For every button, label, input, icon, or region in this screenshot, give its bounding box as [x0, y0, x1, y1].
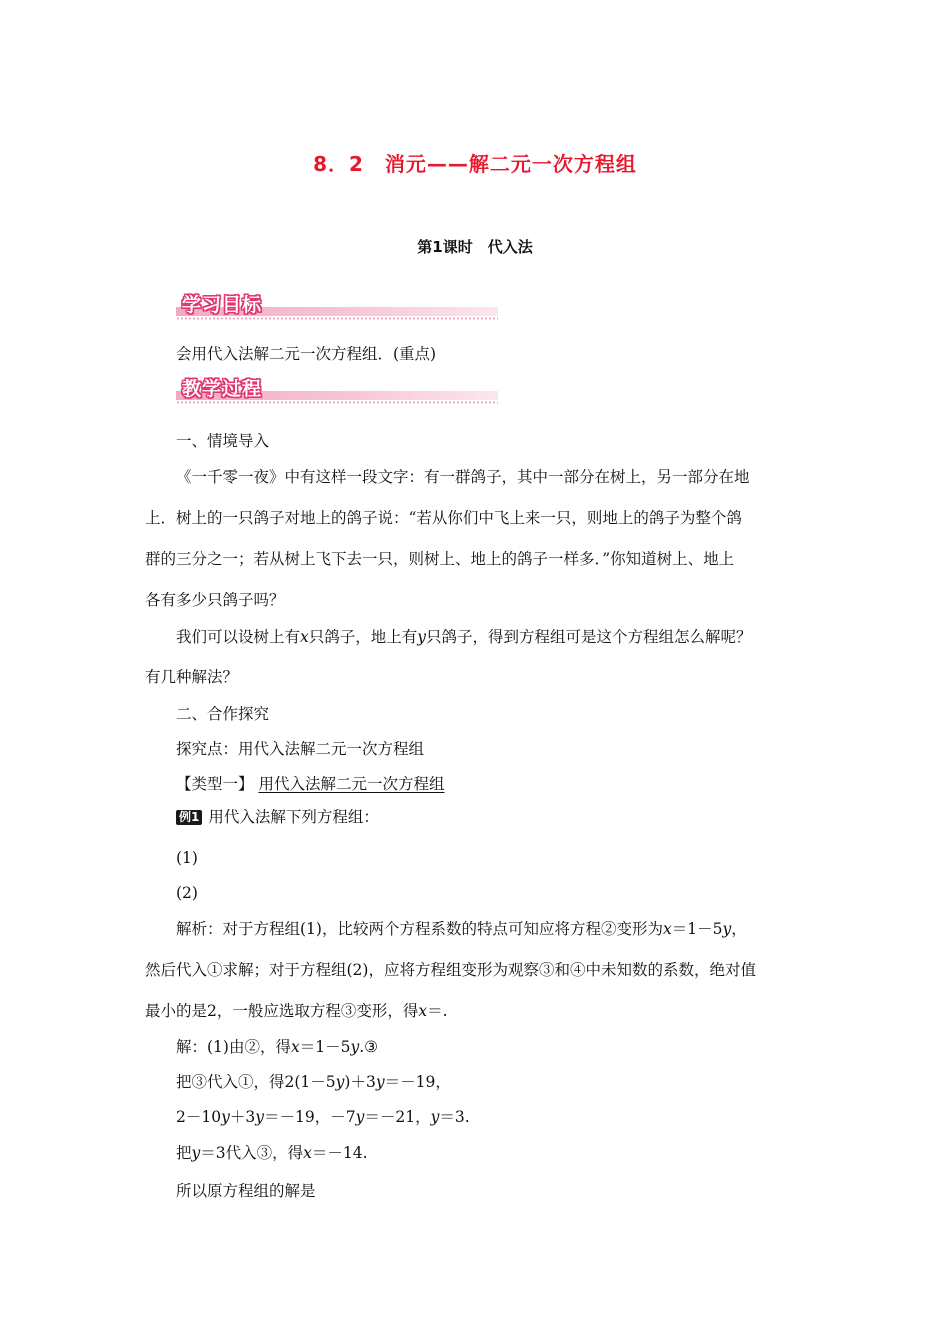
- banner-label: 教学过程: [182, 378, 263, 400]
- exploration-point: 探究点：用代入法解二元一次方程组: [176, 740, 425, 758]
- text-span: ＝.: [427, 1002, 448, 1020]
- paragraph-line: 各有多少只鸽子吗？: [145, 591, 285, 609]
- variable-y: y: [355, 1108, 365, 1126]
- variable-y: y: [221, 1108, 230, 1126]
- goal-text: 会用代入法解二元一次方程组．(重点): [176, 345, 437, 363]
- analysis-line: [176, 919, 747, 939]
- text-span: 我们可以设树上有: [176, 628, 301, 646]
- text-span: ＝3.: [439, 1108, 470, 1126]
- example-badge: 例1: [176, 810, 202, 825]
- solution-line: [176, 1107, 470, 1127]
- variable-y: y: [335, 1073, 345, 1091]
- text-span: 只鸽子，地上有: [308, 628, 418, 646]
- text-span: ＝3代入③，得: [200, 1144, 304, 1162]
- solution-line: [176, 1037, 378, 1057]
- text-span: )＋3: [344, 1073, 376, 1091]
- variable-y: y: [430, 1108, 440, 1126]
- type-title: 用代入法解二元一次方程组: [258, 775, 445, 793]
- text-span: 解析：对于方程组(1)，比较两个方程系数的特点可知应将方程②变形为: [176, 920, 663, 938]
- solution-line: [176, 1143, 368, 1163]
- variable-y: y: [375, 1073, 385, 1091]
- text-span: 最小的是2，一般应选取方程③变形，得: [145, 1002, 419, 1020]
- text-span: ＝－14.: [311, 1144, 368, 1162]
- type-tag: 【类型一】: [176, 775, 254, 793]
- variable-x: x: [662, 920, 672, 938]
- paragraph-line: 上．树上的一只鸽子对地上的鸽子说：“若从你们中飞上来一只，则地上的鸽子为整个鸽: [145, 509, 742, 527]
- solution-line: 所以原方程组的解是: [176, 1182, 316, 1200]
- paragraph-line: 有几种解法？: [145, 668, 239, 686]
- variable-x: x: [300, 628, 309, 646]
- sub-problem-1: (1): [176, 849, 198, 867]
- variable-y: y: [722, 920, 732, 938]
- variable-x: x: [303, 1144, 312, 1162]
- analysis-line: 然后代入①求解；对于方程组(2)，应将方程组变形为观察③和④中未知数的系数，绝对值: [145, 961, 756, 979]
- paragraph-line: [176, 627, 752, 647]
- banner-learning-goals: [176, 290, 498, 320]
- text-span: ＝－19，: [384, 1073, 451, 1091]
- banner-label: 学习目标: [182, 294, 263, 316]
- section1-heading: 一、情境导入: [176, 432, 270, 450]
- section2-heading: 二、合作探究: [176, 705, 270, 723]
- page-title: 8．2 消元——解二元一次方程组: [313, 152, 637, 176]
- text-span: 解：(1)由②，得: [176, 1038, 291, 1056]
- variable-y: y: [350, 1038, 360, 1056]
- text-span: 把③代入①，得2(1－5: [176, 1073, 336, 1091]
- example-line: [176, 807, 379, 827]
- variable-y: y: [255, 1108, 264, 1126]
- lesson-subtitle: 第1课时 代入法: [417, 238, 533, 256]
- variable-y: y: [417, 628, 427, 646]
- type-heading: [176, 774, 444, 794]
- solution-line: [176, 1072, 451, 1092]
- banner-dots: [176, 401, 498, 404]
- variable-y: y: [191, 1144, 201, 1162]
- sub-problem-2: (2): [176, 884, 198, 902]
- example-text: 用代入法解下列方程组：: [208, 808, 379, 826]
- banner-teaching-process: [176, 374, 498, 404]
- text-span: 把: [176, 1144, 192, 1162]
- paragraph-line: 《一千零一夜》中有这样一段文字：有一群鸽子，其中一部分在树上，另一部分在地: [176, 468, 750, 486]
- text-span: ＝1－5: [671, 920, 723, 938]
- banner-dots: [176, 317, 498, 320]
- variable-x: x: [418, 1002, 428, 1020]
- text-span: ＝－19，－7: [264, 1108, 356, 1126]
- paragraph-line: 群的三分之一；若从树上飞下去一只，则树上、地上的鸽子一样多．”你知道树上、地上: [145, 550, 735, 568]
- text-span: ＋3: [229, 1108, 256, 1126]
- text-span: 只鸽子，得到方程组可是这个方程组怎么解呢？: [426, 628, 752, 646]
- text-span: ＝－21，: [364, 1108, 431, 1126]
- text-span: ＝1－5: [299, 1038, 351, 1056]
- text-span: 2－10: [176, 1108, 222, 1126]
- text-span: ，: [731, 920, 747, 938]
- analysis-line: [145, 1001, 448, 1021]
- text-span: .③: [359, 1038, 379, 1056]
- variable-x: x: [290, 1038, 300, 1056]
